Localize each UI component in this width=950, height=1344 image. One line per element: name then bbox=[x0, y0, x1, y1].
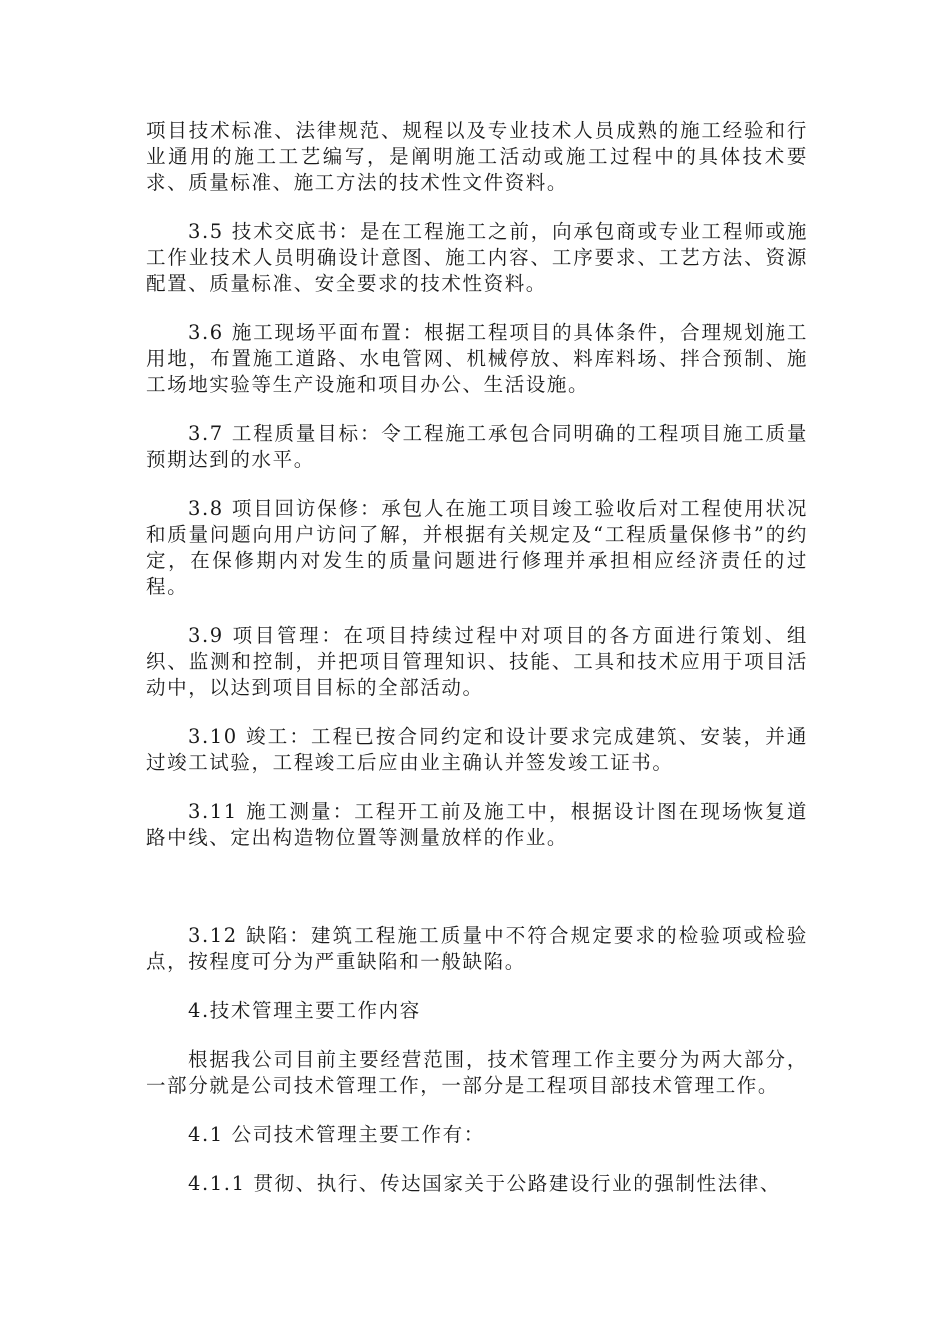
paragraph-3-10: 3.10 竣工：工程已按合同约定和设计要求完成建筑、安装，并通过竣工试验，工程竣工后应由业主确认并签发竣工证书。 bbox=[146, 725, 808, 774]
paragraph-4-1-1: 4.1.1 贯彻、执行、传达国家关于公路建设行业的强制性法律、 bbox=[188, 1172, 781, 1195]
paragraph-intro-continuation: 项目技术标准、法律规范、规程以及专业技术人员成熟的施工经验和行业通用的施工工艺编写，是阐明施工活动或施工过程中的具体技术要求、质量标准、施工方法的技术性文件资料。 bbox=[146, 119, 808, 194]
paragraph-4-intro: 根据我公司目前主要经营范围，技术管理工作主要分为两大部分，一部分就是公司技术管理工作，一部分是工程项目部技术管理工作。 bbox=[146, 1048, 808, 1097]
paragraph-3-5: 3.5 技术交底书：是在工程施工之前，向承包商或专业工程师或施工作业技术人员明确设计意图、施工内容、工序要求、工艺方法、资源配置、质量标准、安全要求的技术性资料。 bbox=[146, 220, 808, 295]
section-heading-4: 4.技术管理主要工作内容 bbox=[188, 999, 421, 1022]
paragraph-3-8: 3.8 项目回访保修：承包人在施工项目竣工验收后对工程使用状况和质量问题向用户访问了解，并根据有关规定及“工程质量保修书”的约定，在保修期内对发生的质量问题进行修理并承担相应经济责任的过程。 bbox=[146, 497, 808, 598]
document-page bbox=[146, 118, 808, 1220]
subsection-heading-4-1: 4.1 公司技术管理主要工作有： bbox=[188, 1123, 485, 1146]
paragraph-3-12: 3.12 缺陷：建筑工程施工质量中不符合规定要求的检验项或检验点，按程度可分为严重缺陷和一般缺陷。 bbox=[146, 924, 808, 973]
paragraph-3-6: 3.6 施工现场平面布置：根据工程项目的具体条件，合理规划施工用地，布置施工道路、水电管网、机械停放、料库料场、拌合预制、施工场地实验等生产设施和项目办公、生活设施。 bbox=[146, 321, 808, 396]
paragraph-3-11: 3.11 施工测量：工程开工前及施工中，根据设计图在现场恢复道路中线、定出构造物位置等测量放样的作业。 bbox=[146, 800, 808, 849]
paragraph-3-9: 3.9 项目管理：在项目持续过程中对项目的各方面进行策划、组织、监测和控制，并把项目管理知识、技能、工具和技术应用于项目活动中，以达到项目目标的全部活动。 bbox=[146, 624, 808, 699]
paragraph-3-7: 3.7 工程质量目标：令工程施工承包合同明确的工程项目施工质量预期达到的水平。 bbox=[146, 422, 808, 471]
blank-gap bbox=[146, 874, 808, 923]
